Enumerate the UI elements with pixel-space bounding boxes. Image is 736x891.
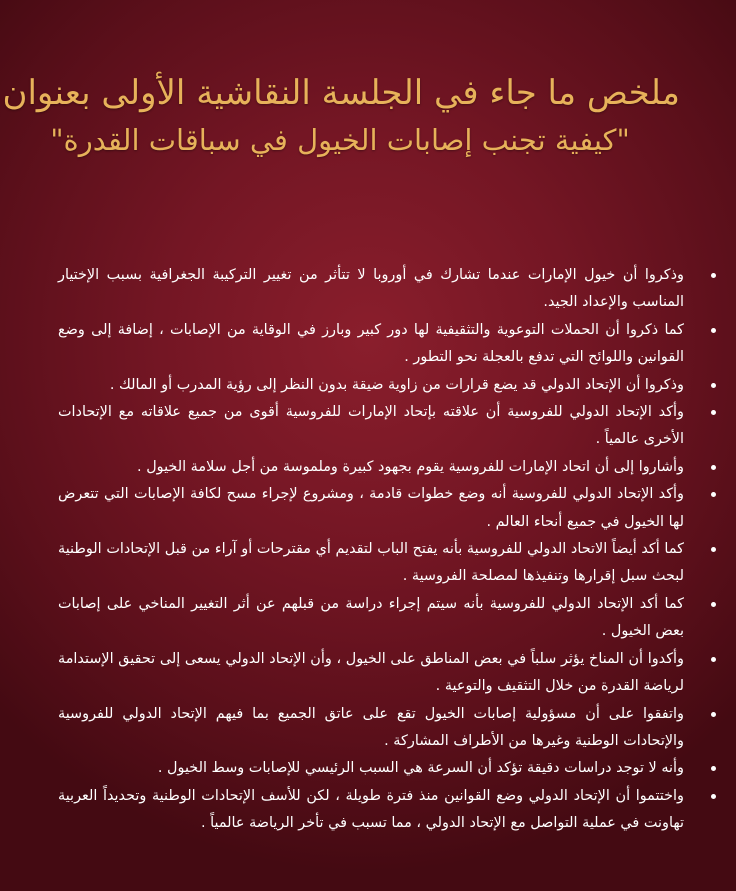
- bullet-item: [58, 591, 716, 646]
- bullet-text: كما ذكروا أن الحملات التوعوية والتثقيفية لها دور كبير وبارز في الوقاية من الإصابات ، إضافة إلى وضع القوانين واللوائح التي تدفع بالعجلة نحو التطور .: [58, 321, 684, 366]
- bullet-item: [58, 783, 716, 838]
- bullet-dot-icon: [711, 328, 716, 333]
- bullet-item: [58, 755, 716, 782]
- bullet-item: [58, 701, 716, 756]
- bullet-item: [58, 317, 716, 372]
- bullet-text: وذكروا أن خيول الإمارات عندما تشارك في أوروبا لا تتأثر من تغيير التركيبة الجغرافية بسبب الإختيار المناسب والإعداد الجيد.: [58, 267, 684, 311]
- bullet-dot-icon: [711, 465, 716, 470]
- bullet-dot-icon: [711, 602, 716, 607]
- bullet-dot-icon: [711, 383, 716, 388]
- bullet-text: كما أكد أيضاً الاتحاد الدولي للفروسية بأنه يفتح الباب لتقديم أي مقترحات أو آراء من قبل الإتحادات الوطنية لبحث سبل إقرارها وتنفيذها لمصلحة الفروسية .: [58, 541, 684, 585]
- bullet-dot-icon: [711, 547, 716, 552]
- bullet-text: وأكد الإتحاد الدولي للفروسية أنه وضع خطوات قادمة ، ومشروع لإجراء مسح لكافة الإصابات التي تتعرض لها الخيول في جميع أنحاء العالم .: [58, 486, 684, 530]
- summary-bullet-list: [58, 262, 716, 838]
- bullet-item: [58, 372, 716, 399]
- bullet-text: كما أكد الإتحاد الدولي للفروسية بأنه سيتم إجراء دراسة من قبلهم عن أثر التغيير المناخي على إصابات بعض الخيول .: [58, 595, 684, 640]
- bullet-item: [58, 262, 716, 317]
- bullet-text: وأكدوا أن المناخ يؤثر سلباً في بعض المناطق على الخيول ، وأن الإتحاد الدولي يسعى إلى تحقيق الإستدامة لرياضة القدرة من خلال التثقيف والتوعية .: [58, 650, 684, 695]
- bullet-item: [58, 454, 716, 481]
- bullet-text: وذكروا أن الإتحاد الدولي قد يضع قرارات من زاوية ضيقة بدون النظر إلى رؤية المدرب أو المالك .: [109, 376, 684, 393]
- bullet-item: [58, 646, 716, 701]
- bullet-dot-icon: [711, 657, 716, 662]
- bullet-dot-icon: [711, 273, 716, 278]
- bullet-item: [58, 399, 716, 454]
- bullet-dot-icon: [711, 410, 716, 415]
- title-block: [2, 70, 680, 160]
- bullet-dot-icon: [711, 766, 716, 771]
- title-heading: ملخص ما جاء في الجلسة النقاشية الأولى بعنوان: [2, 73, 680, 113]
- bullet-text: وأنه لا توجد دراسات دقيقة تؤكد أن السرعة هي السبب الرئيسي للإصابات وسط الخيول .: [157, 760, 684, 777]
- bullet-item: [58, 536, 716, 591]
- bullet-text: وأشاروا إلى أن اتحاد الإمارات للفروسية يقوم بجهود كبيرة وملموسة من أجل سلامة الخيول .: [137, 458, 684, 475]
- bullet-text: وأكد الإتحاد الدولي للفروسية أن علاقته بإتحاد الإمارات للفروسية أقوى من جميع علاقاته مع الإتحادات الأخرى عالمياً .: [58, 404, 684, 448]
- bullet-dot-icon: [711, 794, 716, 799]
- title-subheading: "كيفية تجنب إصابات الخيول في سباقات القدرة": [50, 123, 630, 157]
- bullet-text: واتفقوا على أن مسؤولية إصابات الخيول تقع على عاتق الجميع بما فيهم الإتحاد الدولي للفروسية والإتحادات الوطنية وغيرها من الأطراف المشاركة .: [58, 705, 684, 749]
- bullet-text: واختتموا أن الإتحاد الدولي وضع القوانين منذ فترة طويلة ، لكن للأسف الإتحادات الوطنية وتحديداً العربية تهاونت في عملية التواصل مع الإتحاد الدولي ، مما تسبب في تأخر الرياضة عالمياً .: [58, 787, 684, 832]
- bullet-item: [58, 481, 716, 536]
- bullet-dot-icon: [711, 492, 716, 497]
- bullet-dot-icon: [711, 712, 716, 717]
